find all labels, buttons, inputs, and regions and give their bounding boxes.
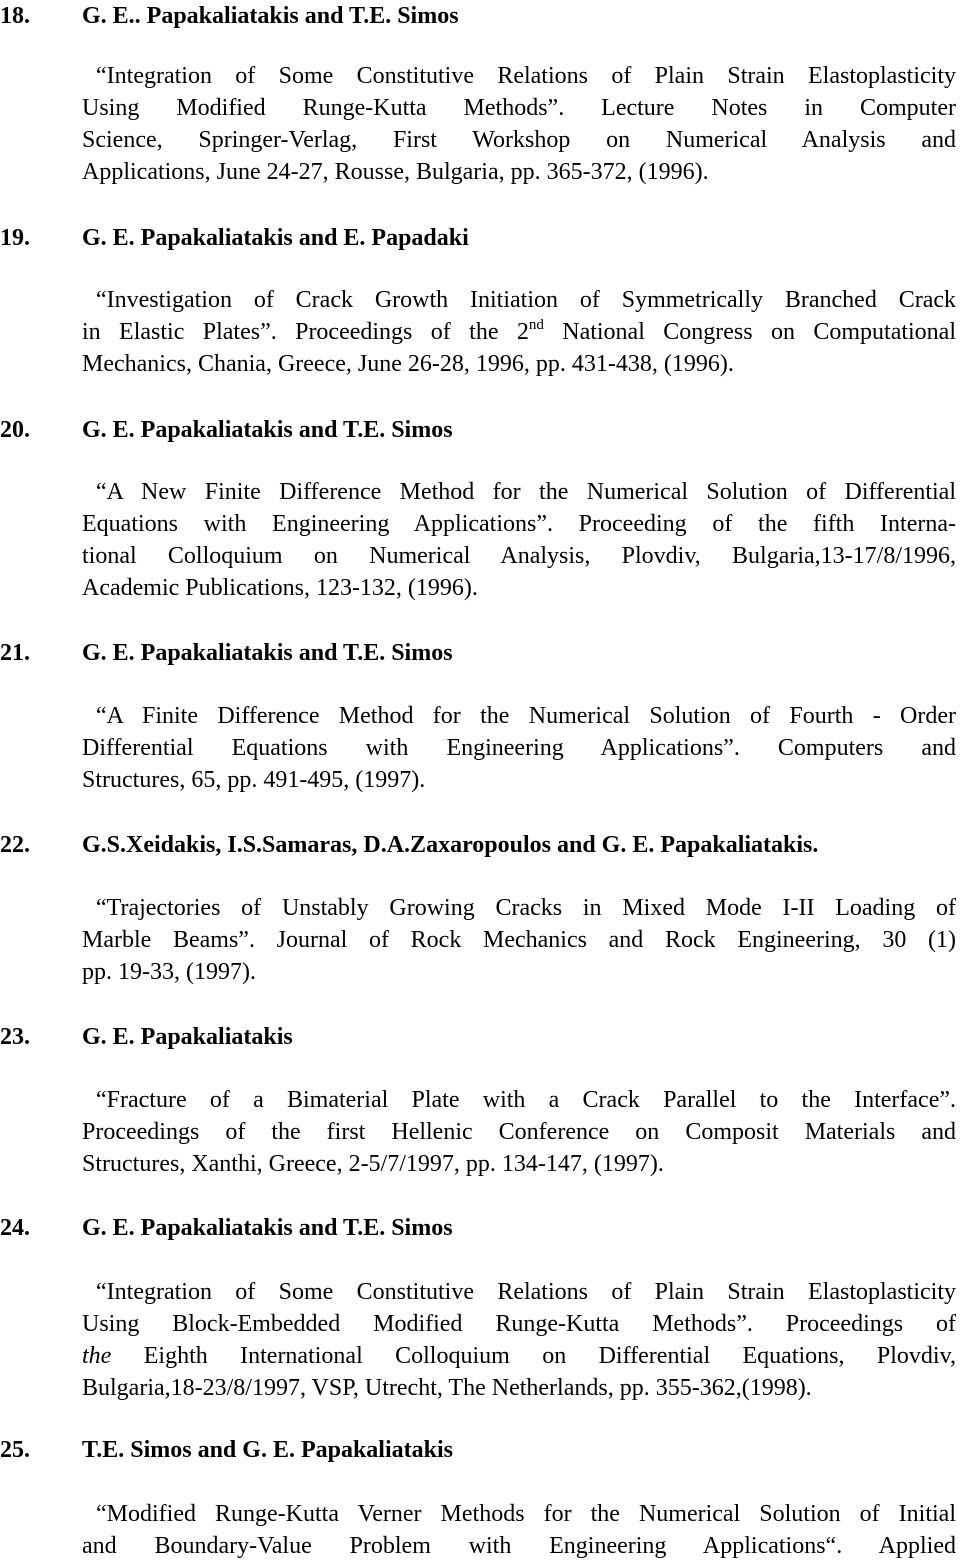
entry-20-heading [0, 414, 960, 446]
citation-line: Structures, Xanthi, Greece, 2-5/7/1997, pp. 134-147, (1997). [82, 1151, 664, 1177]
citation-line: “Trajectories of Unstably Growing Cracks in Mixed Mode I-II Loading of [96, 895, 956, 921]
citation-line: Marble Beams”. Journal of Rock Mechanics and Rock Engineering, 30 (1) [82, 927, 956, 953]
entry-authors: G. E. Papakaliatakis and T.E. Simos [82, 640, 453, 666]
citation-line: tional Colloquium on Numerical Analysis, Plovdiv, Bulgaria,13-17/8/1996, [82, 543, 956, 569]
citation-line [82, 1340, 956, 1372]
citation-text: in Elastic Plates”. Proceedings of the 2 [82, 319, 529, 345]
citation-line: Science, Springer-Verlag, First Workshop on Numerical Analysis and [82, 127, 956, 153]
entry-23-heading [0, 1021, 960, 1053]
citation-line: Using Modified Runge-Kutta Methods”. Lecture Notes in Computer [82, 95, 956, 121]
entry-18-heading [0, 0, 960, 32]
citation-line: pp. 19-33, (1997). [82, 959, 256, 985]
citation-line: Using Block-Embedded Modified Runge-Kutta Methods”. Proceedings of [82, 1311, 956, 1337]
citation-line: “Investigation of Crack Growth Initiation of Symmetrically Branched Crack [96, 287, 956, 313]
entry-22-heading [0, 829, 960, 861]
citation-line: and Boundary-Value Problem with Engineering Applications“. Applied [82, 1533, 956, 1559]
citation-line [82, 316, 956, 348]
citation-line: “A Finite Difference Method for the Numerical Solution of Fourth - Order [96, 703, 956, 729]
entry-20-citation [82, 476, 956, 604]
entry-authors: G.S.Xeidakis, I.S.Samaras, D.A.Zaxaropoulos and G. E. Papakaliatakis. [82, 832, 819, 858]
entry-number: 22. [0, 832, 30, 858]
entry-22-citation [82, 892, 956, 988]
entry-21-heading [0, 637, 960, 669]
italic-word: the [82, 1343, 112, 1369]
entry-21-citation [82, 700, 956, 796]
citation-line: Mechanics, Chania, Greece, June 26-28, 1996, pp. 431-438, (1996). [82, 351, 734, 377]
entry-authors: G. E. Papakaliatakis and T.E. Simos [82, 1215, 453, 1241]
entry-24-heading [0, 1212, 960, 1244]
citation-line: “A New Finite Difference Method for the Numerical Solution of Differential [96, 479, 956, 505]
entry-number: 21. [0, 640, 30, 666]
entry-number: 20. [0, 417, 30, 443]
citation-line: Differential Equations with Engineering Applications”. Computers and [82, 735, 956, 761]
ordinal-superscript: nd [528, 317, 544, 333]
entry-number: 18. [0, 3, 30, 29]
citation-line: “Modified Runge-Kutta Verner Methods for the Numerical Solution of Initial [96, 1501, 956, 1527]
entry-24-citation [82, 1276, 956, 1404]
entry-number: 25. [0, 1437, 30, 1463]
entry-25-heading [0, 1434, 960, 1466]
citation-line: Applications, June 24-27, Rousse, Bulgaria, pp. 365-372, (1996). [82, 159, 709, 185]
citation-line: “Fracture of a Bimaterial Plate with a Crack Parallel to the Interface”. [96, 1087, 956, 1113]
citation-line: “Integration of Some Constitutive Relations of Plain Strain Elastoplasticity [96, 63, 956, 89]
entry-number: 23. [0, 1024, 30, 1050]
entry-authors: G. E. Papakaliatakis [82, 1024, 293, 1050]
entry-23-citation [82, 1084, 956, 1180]
entry-authors: G. E.. Papakaliatakis and T.E. Simos [82, 3, 459, 29]
entry-authors: T.E. Simos and G. E. Papakaliatakis [82, 1437, 453, 1463]
entry-authors: G. E. Papakaliatakis and T.E. Simos [82, 417, 453, 443]
citation-line: “Integration of Some Constitutive Relations of Plain Strain Elastoplasticity [96, 1279, 956, 1305]
entry-19-citation [82, 284, 956, 380]
entry-number: 24. [0, 1215, 30, 1241]
citation-line: Proceedings of the first Hellenic Conference on Composit Materials and [82, 1119, 956, 1145]
citation-line: Structures, 65, pp. 491-495, (1997). [82, 767, 426, 793]
citation-line: Equations with Engineering Applications”. Proceeding of the fifth Interna- [82, 511, 956, 537]
citation-text: Eighth International Colloquium on Differential Equations, Plovdiv, [143, 1343, 957, 1369]
entry-18-citation [82, 60, 956, 188]
citation-line: Bulgaria,18-23/8/1997, VSP, Utrecht, The Netherlands, pp. 355-362,(1998). [82, 1375, 812, 1401]
entry-25-citation [82, 1498, 956, 1562]
entry-19-heading [0, 222, 960, 254]
citation-line: Academic Publications, 123-132, (1996). [82, 575, 478, 601]
citation-text: National Congress on Computational [543, 319, 957, 345]
entry-number: 19. [0, 225, 30, 251]
entry-authors: G. E. Papakaliatakis and E. Papadaki [82, 225, 469, 251]
